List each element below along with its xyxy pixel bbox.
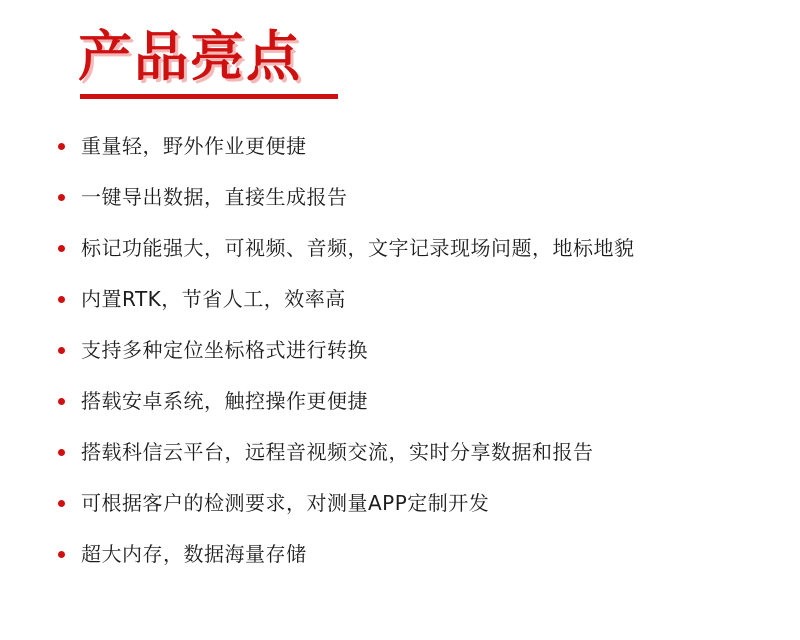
list-item — [58, 387, 758, 415]
bullet-dot-icon — [58, 143, 65, 150]
title-underline — [80, 94, 338, 99]
bullet-dot-icon — [58, 296, 65, 303]
list-item — [58, 438, 758, 466]
list-item — [58, 183, 758, 211]
list-item — [58, 540, 758, 568]
list-item-label: 搭载科信云平台，远程音视频交流，实时分享数据和报告 — [81, 440, 594, 464]
page-title: 产品亮点 — [78, 25, 302, 88]
list-item-label: 一键导出数据，直接生成报告 — [81, 185, 348, 209]
list-item-label: 支持多种定位坐标格式进行转换 — [81, 338, 368, 362]
list-item — [58, 132, 758, 160]
list-item — [58, 285, 758, 313]
list-item-label: 搭载安卓系统，触控操作更便捷 — [81, 389, 368, 413]
list-item — [58, 336, 758, 364]
bullet-dot-icon — [58, 398, 65, 405]
title-block — [78, 26, 338, 99]
list-item — [58, 489, 758, 517]
list-item-label: 标记功能强大，可视频、音频，文字记录现场问题，地标地貌 — [81, 236, 635, 260]
bullet-dot-icon — [58, 245, 65, 252]
bullet-dot-icon — [58, 194, 65, 201]
bullet-dot-icon — [58, 500, 65, 507]
list-item-label: 重量轻，野外作业更便捷 — [81, 134, 307, 158]
bullet-dot-icon — [58, 347, 65, 354]
product-highlights-list — [58, 132, 758, 591]
list-item — [58, 234, 758, 262]
list-item-label: 可根据客户的检测要求，对测量APP定制开发 — [81, 491, 490, 515]
list-item-label: 超大内存，数据海量存储 — [81, 542, 307, 566]
list-item-label: 内置RTK，节省人工，效率高 — [81, 287, 346, 311]
bullet-dot-icon — [58, 551, 65, 558]
bullet-dot-icon — [58, 449, 65, 456]
